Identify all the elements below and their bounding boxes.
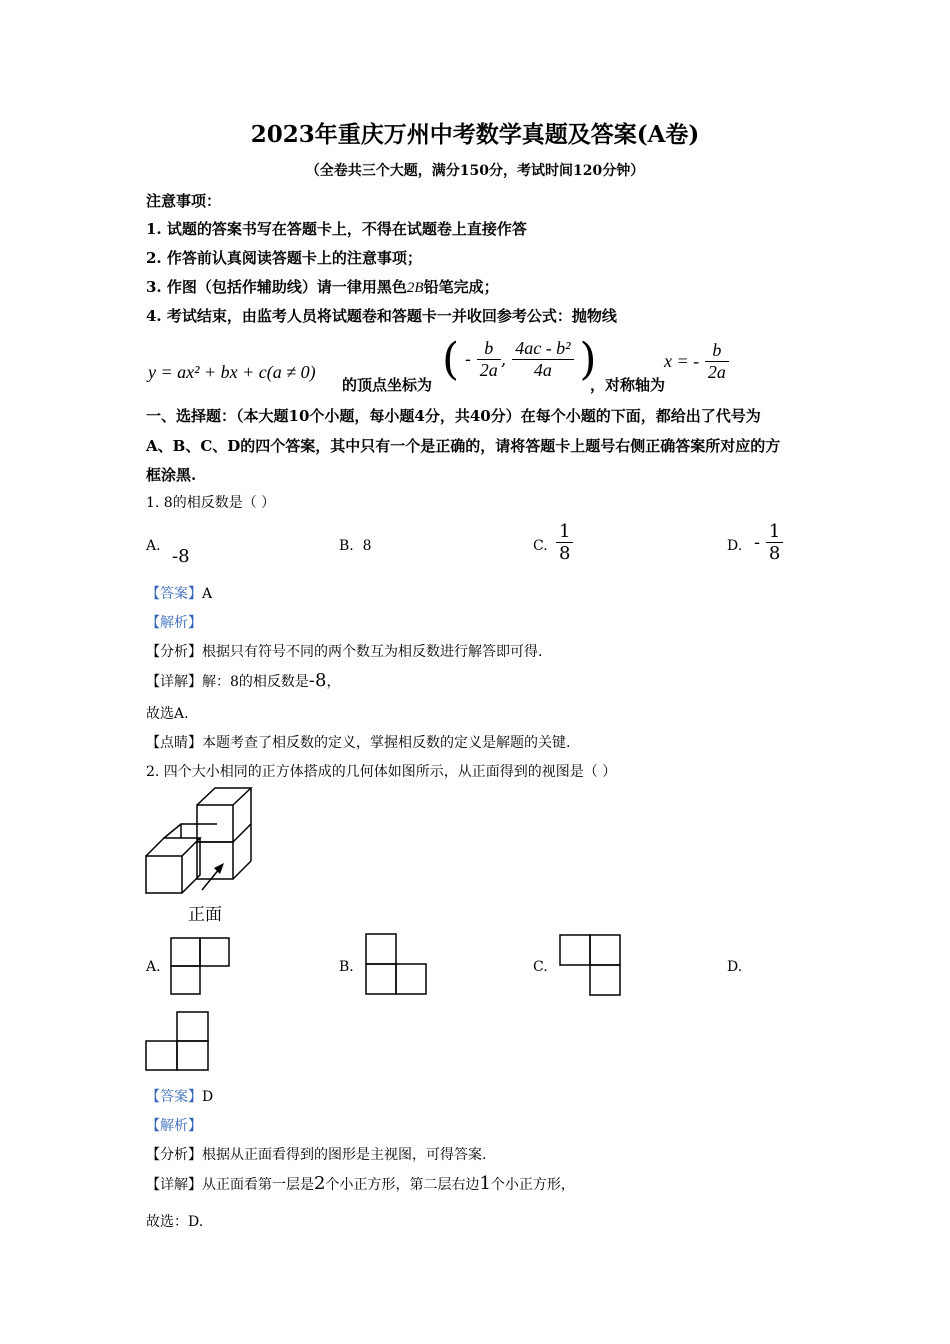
- q1-choose: 故选A.: [146, 706, 189, 722]
- q1-option-c-den: 8: [559, 543, 571, 564]
- q2-xiangjie-b: 个小正方形，第二层右边: [325, 1177, 480, 1193]
- xiangjie-tag: 【详解】: [146, 1177, 202, 1193]
- q1-option-d-sign: -: [754, 532, 761, 553]
- q2-xiangjie-a: 从正面看第一层是: [202, 1177, 314, 1193]
- q2-stem: 2. 四个大小相同的正方体搭成的几何体如图所示，从正面得到的视图是（ ）: [146, 764, 617, 780]
- q1-fenxi-text: 根据只有符号不同的两个数互为相反数进行解答即可得.: [202, 644, 543, 660]
- left-paren: (: [442, 334, 460, 385]
- section1-line2: A、B、C、D的四个答案，其中只有一个是正确的，请将答题卡上题号右侧正确答案所对应的方: [146, 437, 781, 455]
- vertex-label: 的顶点坐标为: [342, 376, 433, 394]
- q2-option-c-figure: [559, 934, 621, 996]
- q1-analysis-tag: 【解析】: [146, 615, 202, 631]
- q2-fenxi: [146, 1144, 486, 1164]
- notice-item-3: [146, 276, 499, 297]
- notice-item-3-text: 3. 作图（包括作辅助线）请一律用黑色: [146, 278, 407, 296]
- q1-option-c-num: 1: [556, 521, 573, 543]
- axis-num: b: [705, 340, 729, 362]
- dianjing-tag: 【点睛】: [146, 735, 202, 751]
- notice-item-2: 2. 作答前认真阅读答题卡上的注意事项；: [146, 249, 422, 267]
- q1-stem: 1. 8的相反数是（ ）: [146, 495, 276, 511]
- q2-answer: [146, 1086, 213, 1106]
- notice-heading: 注意事项：: [146, 192, 222, 210]
- q2-answer-value: D: [202, 1089, 214, 1105]
- q2-option-a-figure: [170, 937, 230, 997]
- q2-analysis-tag: 【解析】: [146, 1118, 202, 1134]
- q1-option-b-value: 8: [362, 538, 372, 554]
- q1-option-b-letter: B.: [339, 538, 354, 554]
- q1-answer: [146, 583, 212, 603]
- q1-option-b-label: [339, 538, 372, 554]
- vertex-y-den: 4a: [533, 360, 552, 380]
- notice-item-1: 1. 试题的答案书写在答题卡上，不得在试题卷上直接作答: [146, 220, 527, 238]
- xiangjie-tag: 【详解】: [146, 674, 202, 690]
- q1-xiangjie-text: 解：8的相反数是: [202, 674, 309, 690]
- vertex-y-num: 4ac - b²: [512, 338, 573, 360]
- vertex-x-frac: [477, 338, 501, 381]
- q1-xiangjie: [146, 670, 340, 691]
- vertex-x-den: 2a: [479, 360, 498, 380]
- q2-option-d-figure: [145, 1011, 209, 1071]
- q1-option-d-num: 1: [766, 521, 783, 543]
- q2-option-b-label: B.: [339, 959, 354, 975]
- page-subtitle: （全卷共三个大题，满分150分，考试时间120分钟）: [305, 163, 645, 179]
- q1-option-d-den: 8: [768, 543, 781, 564]
- q1-option-c-label: C.: [533, 538, 548, 554]
- parabola-formula: y = ax² + bx + c(a ≠ 0): [148, 362, 316, 382]
- q2-cube-figure: [144, 786, 254, 898]
- q2-option-a-label: A.: [146, 959, 161, 975]
- q2-choose: 故选：D.: [146, 1214, 204, 1230]
- q2-fenxi-text: 根据从正面看得到的图形是主视图，可得答案.: [202, 1147, 487, 1163]
- axis-label: ，对称轴为: [590, 376, 666, 394]
- q1-xiangjie-value: -8: [308, 670, 327, 691]
- q2-xiangjie-n2: 1: [479, 1173, 491, 1194]
- axis-formula: [664, 340, 729, 383]
- q1-fenxi: [146, 641, 542, 661]
- fenxi-tag: 【分析】: [146, 644, 202, 660]
- fenxi-tag: 【分析】: [146, 1147, 202, 1163]
- q1-xiangjie-end: ，: [326, 674, 341, 690]
- q2-xiangjie-n1: 2: [314, 1173, 326, 1194]
- notice-item-3-tail: 铅笔完成；: [423, 278, 499, 296]
- page-title: 2023年重庆万州中考数学真题及答案(A卷): [250, 121, 700, 148]
- section1-line1: 一、选择题：（本大题10个小题，每小题4分，共40分）在每个小题的下面，都给出了代号为: [146, 407, 761, 425]
- q1-option-a-label: A.: [146, 538, 161, 554]
- q2-xiangjie-c: 个小正方形，: [490, 1177, 575, 1193]
- answer-tag: 【答案】: [146, 586, 202, 602]
- right-paren: ): [579, 334, 597, 385]
- q1-option-a-value: -8: [172, 546, 190, 567]
- q1-dianjing-text: 本题考查了相反数的定义，掌握相反数的定义是解题的关键.: [202, 735, 571, 751]
- section1-line3: 框涂黑.: [146, 466, 197, 484]
- q2-option-c-label: C.: [533, 959, 548, 975]
- axis-frac: [705, 340, 729, 383]
- vertex-y-frac: [512, 338, 573, 381]
- axis-lhs: x = -: [664, 351, 700, 371]
- axis-den: 2a: [707, 362, 726, 382]
- vertex-x-num: b: [477, 338, 501, 360]
- q1-dianjing: [146, 732, 570, 752]
- q1-option-d-label: D.: [727, 538, 743, 554]
- q1-answer-value: A: [202, 586, 213, 602]
- q1-option-d-frac: [754, 521, 783, 564]
- answer-tag: 【答案】: [146, 1089, 202, 1105]
- pencil-grade: 2B: [406, 280, 424, 296]
- notice-item-4: 4. 考试结束，由监考人员将试题卷和答题卡一并收回参考公式：抛物线: [146, 307, 617, 325]
- q2-option-b-figure: [365, 933, 427, 995]
- q2-xiangjie: [146, 1173, 575, 1194]
- q2-option-d-label: D.: [727, 959, 743, 975]
- front-label: 正面: [188, 905, 222, 925]
- vertex-formula: ( - $\frac{b}{2a}$ , $\frac{\text{4ac - b²}}{4a}$ ): [442, 334, 597, 385]
- q1-option-c-frac: [556, 521, 573, 564]
